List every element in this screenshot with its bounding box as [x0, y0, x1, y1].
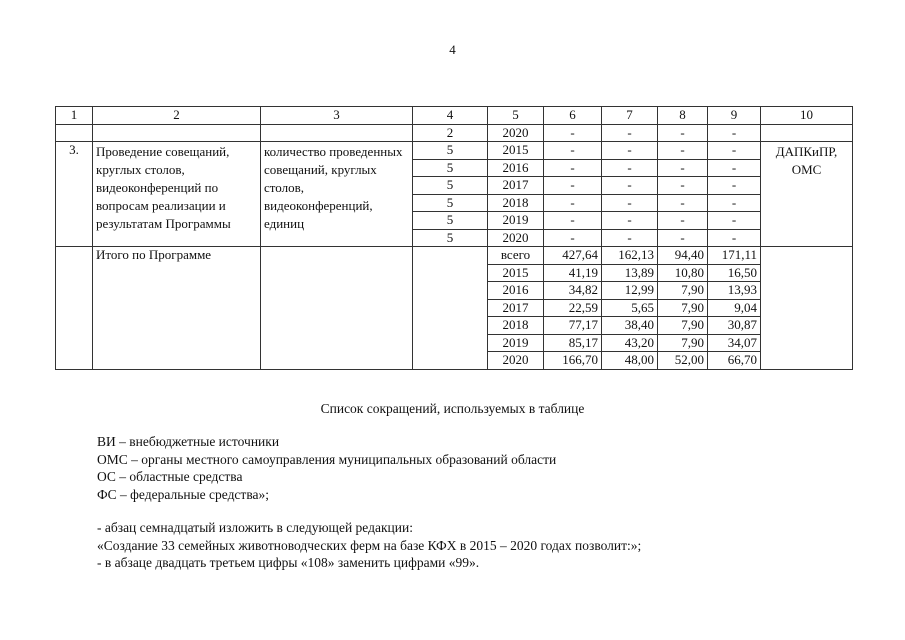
item-name: Проведение совещаний, круглых столов, видеоконференций по вопросам реализации и результатам Программы: [93, 142, 261, 247]
value-cell: 7,90: [658, 317, 708, 335]
year-cell: 2017: [488, 299, 544, 317]
amendment-line: «Создание 33 семейных животноводческих ферм на базе КФХ в 2015 – 2020 годах позволит:»;: [97, 537, 642, 553]
abbreviation-line: ОС – областные средства: [97, 469, 243, 484]
target-value: 5: [413, 177, 488, 195]
year-cell: 2020: [488, 229, 544, 247]
column-header: 6: [544, 107, 602, 125]
value-cell: -: [544, 177, 602, 195]
value-cell: -: [544, 229, 602, 247]
value-cell: 43,20: [602, 334, 658, 352]
table-row: [56, 142, 853, 160]
column-header: 2: [93, 107, 261, 125]
value-cell: 48,00: [602, 352, 658, 370]
year-cell: всего: [488, 247, 544, 265]
value-cell: 94,40: [658, 247, 708, 265]
total-label: Итого по Программе: [93, 247, 261, 370]
executor-cell: ДАПКиПР, ОМС: [761, 142, 853, 247]
target-value: 2: [413, 124, 488, 142]
table-cell: [56, 124, 93, 142]
value-cell: 7,90: [658, 282, 708, 300]
year-cell: 2016: [488, 159, 544, 177]
amendment-line: - в абзаце двадцать третьем цифры «108» заменить цифрами «99».: [97, 555, 480, 570]
table-cell: [56, 247, 93, 370]
value-cell: -: [658, 177, 708, 195]
value-cell: 7,90: [658, 334, 708, 352]
value-cell: -: [658, 194, 708, 212]
column-header: 10: [761, 107, 853, 125]
value-cell: 12,99: [602, 282, 658, 300]
value-cell: 30,87: [708, 317, 761, 335]
value-cell: 427,64: [544, 247, 602, 265]
item-indicator: количество проведенных совещаний, круглых столов, видеоконференций, единиц: [261, 142, 413, 247]
value-cell: 7,90: [658, 299, 708, 317]
year-cell: 2018: [488, 317, 544, 335]
column-header: 4: [413, 107, 488, 125]
abbreviations-list: [97, 433, 556, 503]
column-header: 3: [261, 107, 413, 125]
amendment-line: - абзац семнадцатый изложить в следующей редакции:: [97, 520, 413, 535]
target-value: 5: [413, 229, 488, 247]
program-table: [55, 106, 853, 370]
year-cell: 2015: [488, 264, 544, 282]
year-cell: 2018: [488, 194, 544, 212]
abbreviations-caption: Список сокращений, используемых в таблице: [320, 401, 585, 416]
table-cell: [761, 247, 853, 370]
value-cell: 166,70: [544, 352, 602, 370]
year-cell: 2016: [488, 282, 544, 300]
value-cell: -: [602, 229, 658, 247]
year-cell: 2019: [488, 334, 544, 352]
value-cell: -: [708, 229, 761, 247]
abbreviation-line: ВИ – внебюджетные источники: [97, 434, 280, 449]
value-cell: -: [602, 142, 658, 160]
year-cell: 2020: [488, 352, 544, 370]
abbreviation-line: ОМС – органы местного самоуправления муниципальных образований области: [97, 451, 557, 467]
value-cell: 162,13: [602, 247, 658, 265]
column-header: 8: [658, 107, 708, 125]
column-header: 7: [602, 107, 658, 125]
value-cell: -: [708, 194, 761, 212]
value-cell: -: [708, 124, 761, 142]
value-cell: -: [602, 159, 658, 177]
value-cell: -: [658, 229, 708, 247]
value-cell: -: [708, 159, 761, 177]
page-number: 4: [449, 42, 456, 57]
table-cell: [261, 124, 413, 142]
value-cell: -: [708, 142, 761, 160]
value-cell: 66,70: [708, 352, 761, 370]
value-cell: -: [658, 212, 708, 230]
value-cell: -: [708, 177, 761, 195]
value-cell: 77,17: [544, 317, 602, 335]
value-cell: 5,65: [602, 299, 658, 317]
value-cell: -: [658, 124, 708, 142]
value-cell: -: [602, 124, 658, 142]
value-cell: -: [544, 124, 602, 142]
value-cell: -: [544, 194, 602, 212]
column-header: 1: [56, 107, 93, 125]
value-cell: -: [658, 159, 708, 177]
year-cell: 2015: [488, 142, 544, 160]
value-cell: -: [544, 159, 602, 177]
target-value: 5: [413, 194, 488, 212]
value-cell: -: [602, 177, 658, 195]
header-row: [56, 107, 853, 125]
value-cell: -: [544, 142, 602, 160]
table-row: [56, 124, 853, 142]
table-cell: [413, 247, 488, 370]
value-cell: 13,93: [708, 282, 761, 300]
table-cell: [261, 247, 413, 370]
value-cell: 13,89: [602, 264, 658, 282]
value-cell: 34,82: [544, 282, 602, 300]
value-cell: -: [602, 212, 658, 230]
year-cell: 2017: [488, 177, 544, 195]
table-cell: [93, 124, 261, 142]
value-cell: 9,04: [708, 299, 761, 317]
value-cell: 171,11: [708, 247, 761, 265]
column-header: 5: [488, 107, 544, 125]
column-header: 9: [708, 107, 761, 125]
value-cell: -: [544, 212, 602, 230]
total-row: [56, 247, 853, 265]
value-cell: 22,59: [544, 299, 602, 317]
item-number: 3.: [56, 142, 93, 247]
value-cell: 38,40: [602, 317, 658, 335]
value-cell: -: [708, 212, 761, 230]
value-cell: -: [658, 142, 708, 160]
value-cell: 16,50: [708, 264, 761, 282]
abbreviation-line: ФС – федеральные средства»;: [97, 486, 270, 502]
target-value: 5: [413, 142, 488, 160]
value-cell: 52,00: [658, 352, 708, 370]
target-value: 5: [413, 212, 488, 230]
value-cell: 34,07: [708, 334, 761, 352]
target-value: 5: [413, 159, 488, 177]
value-cell: 10,80: [658, 264, 708, 282]
amendments-text: [97, 519, 641, 572]
value-cell: -: [602, 194, 658, 212]
table-cell: [761, 124, 853, 142]
year-cell: 2020: [488, 124, 544, 142]
value-cell: 41,19: [544, 264, 602, 282]
value-cell: 85,17: [544, 334, 602, 352]
year-cell: 2019: [488, 212, 544, 230]
